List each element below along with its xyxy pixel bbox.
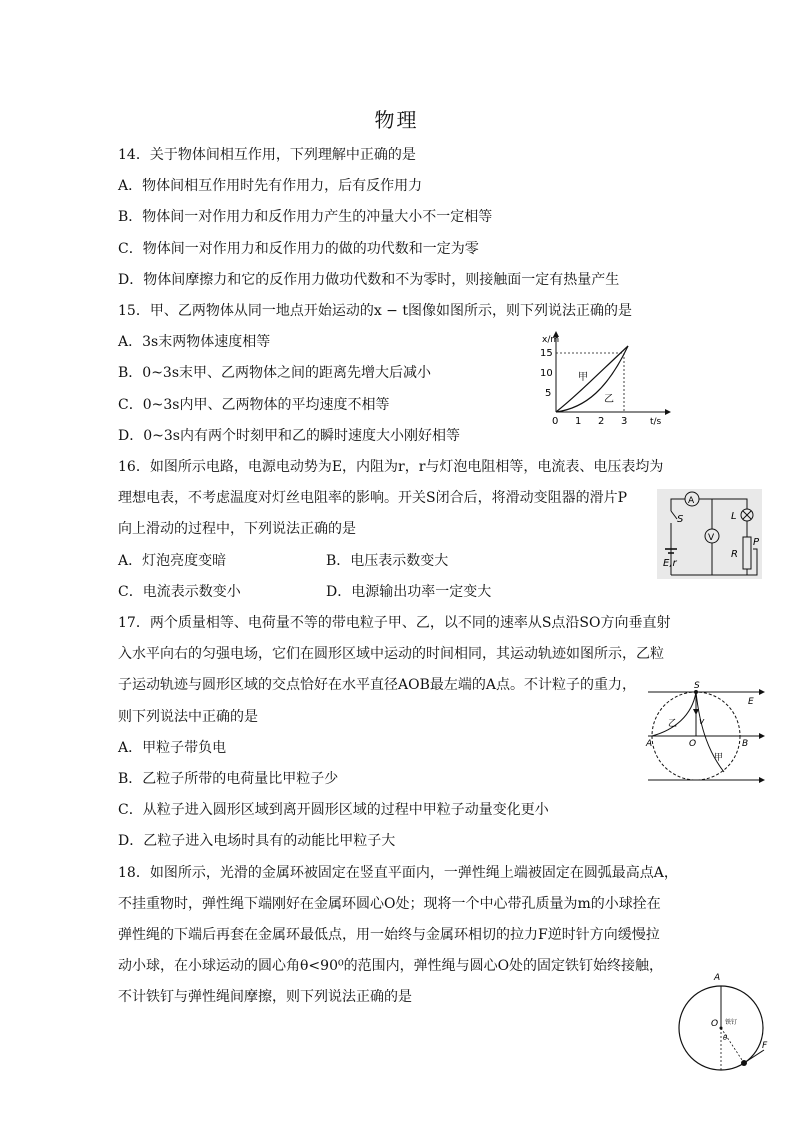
question-14-stem: 14．关于物体间相互作用，下列理解中正确的是 (118, 147, 416, 163)
nail (720, 1027, 723, 1030)
question-15-stem: 15．甲、乙两物体从同一地点开始运动的x − t图像如图所示，则下列说法正确的是 (118, 303, 632, 319)
label-jia: 甲 (578, 372, 588, 383)
question-18-stem-line-1: 18．如图所示，光滑的金属环被固定在竖直平面内，一弹性绳上端被固定在圆弧最高点A， (118, 865, 678, 881)
question-14-option-a: A．物体间相互作用时先有作用力，后有反作用力 (118, 178, 423, 194)
question-17-option-a: A．甲粒子带负电 (118, 740, 227, 756)
question-17-option-d: D．乙粒子进入电场时具有的动能比甲粒子大 (118, 833, 396, 849)
label-theta: θ (723, 1034, 728, 1042)
force-f (744, 1050, 764, 1063)
xtick-1: 1 (575, 416, 582, 427)
trajectory-yi (652, 692, 696, 736)
question-17-stem-line-3: 子运动轨迹与圆形区域的交点恰好在水平直径AOB最左端的A点。不计粒子的重力， (118, 677, 636, 693)
label-jia-particle: 甲 (714, 753, 724, 763)
question-18-stem-line-4: 动小球，在小球运动的圆心角θ<90⁰的范围内，弹性绳与圆心O处的固定铁钉始终接触， (118, 958, 664, 974)
label-nail: 铁钉 (725, 1019, 738, 1026)
source-label: E,r (663, 558, 677, 569)
xtick-3: 3 (621, 416, 628, 427)
question-16-option-a: A．灯泡亮度变暗 (118, 553, 227, 569)
label-yi: 乙 (604, 394, 614, 405)
ylabel: x/m (542, 335, 560, 345)
label-a: A (714, 973, 721, 983)
label-yi-particle: 乙 (668, 719, 678, 729)
page-title: 物理 (374, 108, 419, 132)
slider-label: P (753, 537, 760, 548)
question-15-option-b: B．0~3s末甲、乙两物体之间的距离先增大后减小 (118, 365, 432, 381)
xtick-0: 0 (552, 416, 559, 427)
label-o: O (689, 739, 697, 749)
label-a: A (646, 739, 653, 749)
question-15-option-d: D．0~3s内有两个时刻甲和乙的瞬时速度大小刚好相等 (118, 428, 460, 444)
question-14-option-b: B．物体间一对作用力和反作用力产生的冲量大小不一定相等 (118, 209, 493, 225)
label-v: v (699, 717, 705, 727)
label-b: B (742, 739, 749, 749)
curve-jia (556, 346, 628, 412)
question-16-stem-line-3: 向上滑动的过程中，下列说法正确的是 (118, 521, 356, 537)
label-e: E (748, 697, 754, 707)
question-14-option-d: D．物体间摩擦力和它的反作用力做功代数和不为零时，则接触面一定有热量产生 (118, 272, 620, 288)
ytick-15: 15 (540, 348, 553, 359)
circuit-figure (657, 489, 762, 579)
field-figure (644, 680, 768, 786)
question-18-stem-line-5: 不计铁钉与弹性绳间摩擦，则下列说法正确的是 (118, 989, 412, 1005)
label-f: F (762, 1041, 768, 1051)
question-14-option-c: C．物体间一对作用力和反作用力的做的功代数和一定为零 (118, 241, 479, 257)
question-17-stem-line-2: 入水平向右的匀强电场，它们在圆形区域中运动的时间相同，其运动轨迹如图所示，乙粒 (118, 646, 664, 662)
rheostat-symbol (743, 537, 751, 569)
question-16-stem-line-1: 16．如图所示电路，电源电动势为E，内阻为r，r与灯泡电阻相等，电流表、电压表均为 (118, 459, 664, 475)
question-17-stem-line-1: 17．两个质量相等、电荷量不等的带电粒子甲、乙，以不同的速率从S点沿SO方向垂直射 (118, 615, 671, 631)
label-o: O (711, 1019, 719, 1029)
question-16-option-d: D．电源输出功率一定变大 (326, 584, 492, 600)
xtick-2: 2 (598, 416, 605, 427)
ammeter-label: A (688, 496, 695, 506)
question-18-stem-line-2: 不挂重物时，弹性绳下端刚好在金属环圆心O处；现将一个中心带孔质量为m的小球拴在 (118, 896, 661, 912)
rheostat-label: R (731, 549, 738, 560)
question-17-option-b: B．乙粒子所带的电荷量比甲粒子少 (118, 771, 339, 787)
question-17-stem-line-4: 则下列说法中正确的是 (118, 709, 258, 725)
switch-label: S (677, 514, 684, 525)
voltmeter-label: V (708, 533, 715, 543)
question-15-option-c: C．0~3s内甲、乙两物体的平均速度不相等 (118, 397, 390, 413)
question-17-option-c: C．从粒子进入圆形区域到离开圆形区域的过程中甲粒子动量变化更小 (118, 802, 549, 818)
xlabel: t/s (650, 417, 662, 427)
question-16-option-c: C．电流表示数变小 (118, 584, 241, 600)
ytick-10: 10 (540, 368, 553, 379)
ring-figure (676, 970, 776, 1074)
label-s: S (694, 681, 700, 691)
ytick-5: 5 (545, 388, 552, 399)
xt-graph-figure (536, 326, 676, 430)
question-16-option-b: B．电压表示数变大 (326, 553, 449, 569)
question-16-stem-line-2: 理想电表，不考虑温度对灯丝电阻率的影响。开关S闭合后，将滑动变阻器的滑片P (118, 490, 628, 506)
question-18-stem-line-3: 弹性绳的下端后再套在金属环最低点，用一始终与金属环相切的拉力F逆时针方向缓慢拉 (118, 927, 660, 943)
lamp-label: L (731, 511, 737, 522)
question-15-option-a: A．3s末两物体速度相等 (118, 334, 271, 350)
